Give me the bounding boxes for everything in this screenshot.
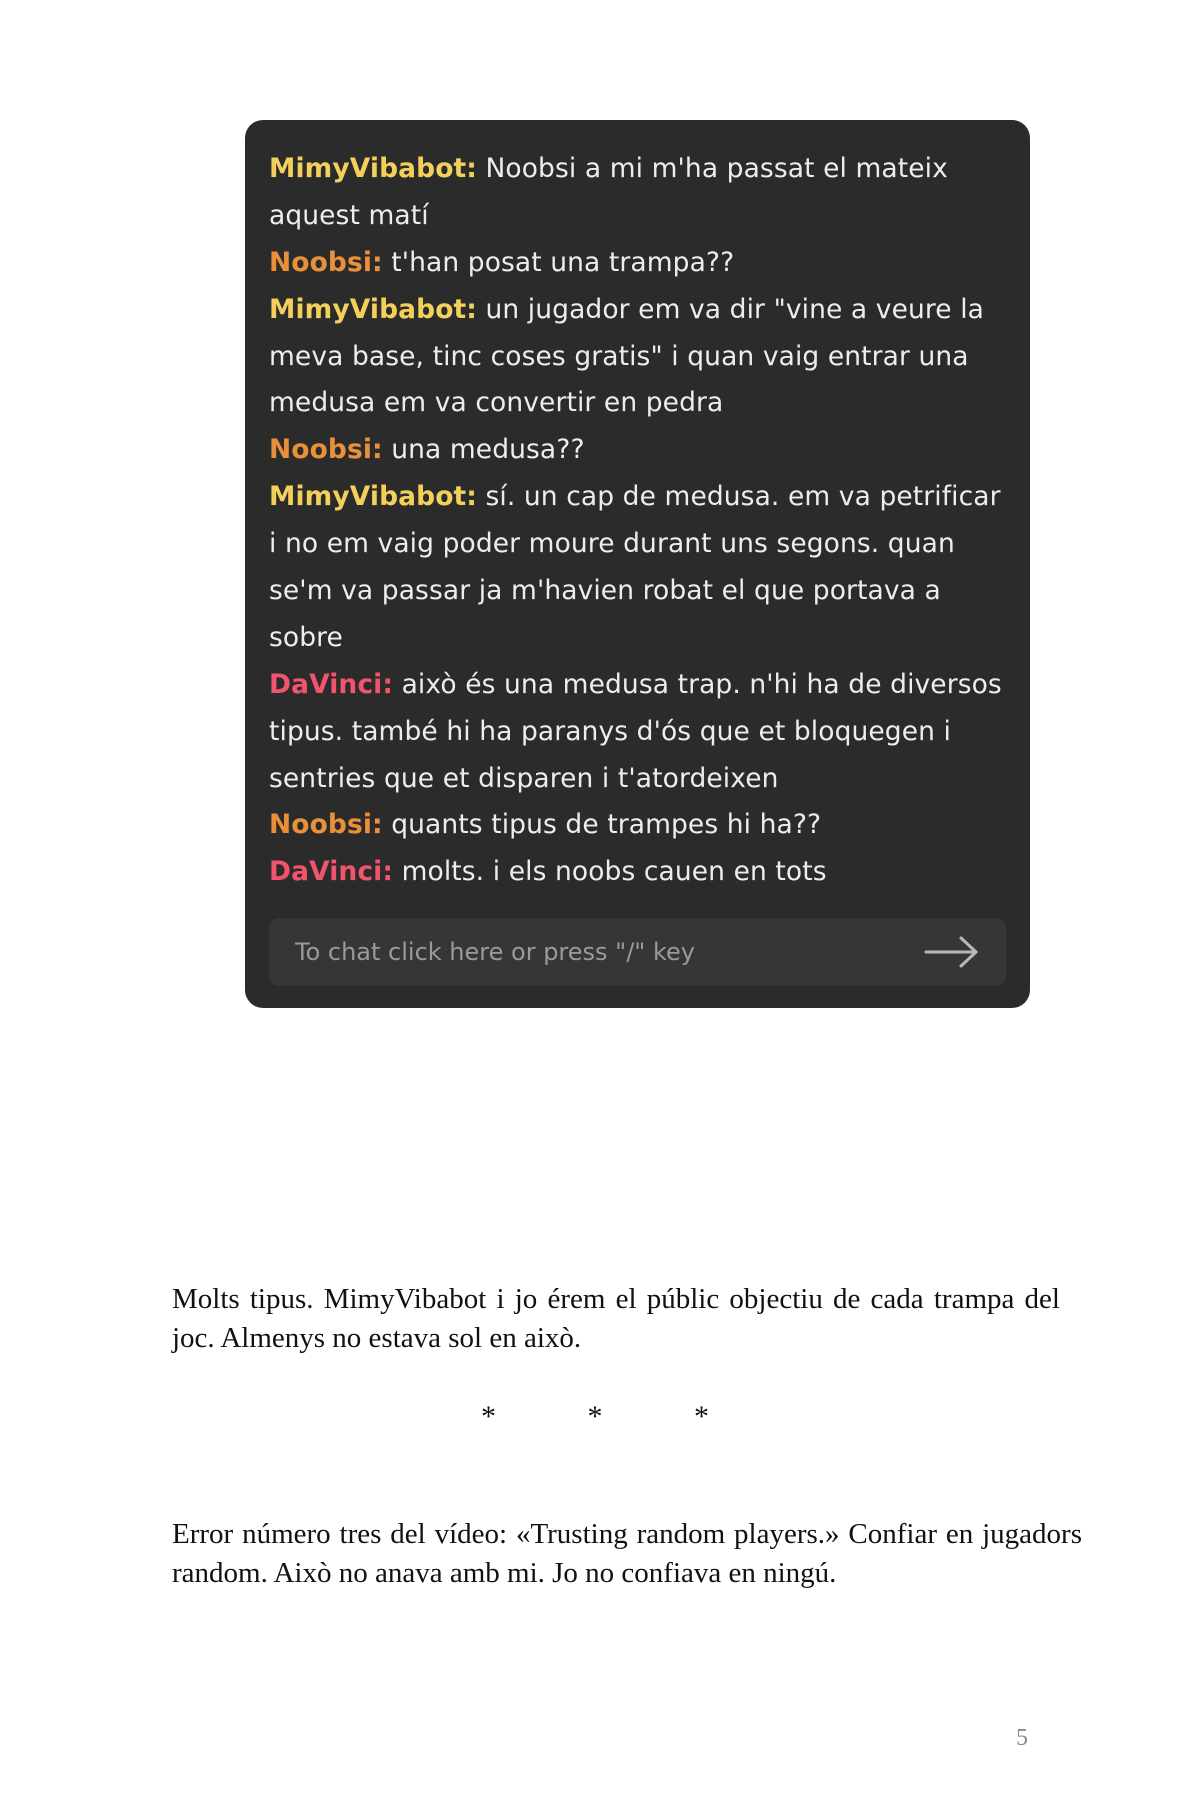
chat-speaker-name: MimyVibabot: xyxy=(269,153,477,184)
chat-speaker-name: Noobsi: xyxy=(269,809,383,841)
paragraph-1: Molts tipus. MimyVibabot i jo érem el públic objectiu de cada trampa del joc. Almenys no estava sol en això. xyxy=(172,1283,1060,1354)
chat-speaker-name: DaVinci: xyxy=(269,668,394,700)
chat-message-text: una medusa?? xyxy=(382,434,585,466)
page-number: 5 xyxy=(1016,1725,1028,1751)
paragraph-2: Error número tres del vídeo: «Trusting random players.» Confiar en jugadors random. Això no anava amb mi. Jo no confiava en ningú. xyxy=(172,1518,1082,1589)
chat-message xyxy=(269,849,1006,896)
chat-screenshot xyxy=(245,120,1030,1008)
chat-input[interactable] xyxy=(269,918,1006,986)
chat-message-text: t'han posat una trampa?? xyxy=(382,246,735,278)
chat-message-text: quants tipus de trampes hi ha?? xyxy=(382,809,822,841)
chat-speaker-name: MimyVibabot: xyxy=(269,481,477,513)
chat-message xyxy=(269,427,1006,474)
chat-message xyxy=(269,662,1006,803)
chat-message xyxy=(269,240,1006,287)
chat-message-text: molts. i els noobs cauen en tots xyxy=(393,856,827,888)
chat-message-text: Noobsi a mi m'ha passat el mateix aquest matí xyxy=(269,153,948,231)
chat-message-text: això és una medusa trap. n'hi ha de diversos tipus. també hi ha paranys d'ós que et bloquegen i sentries que et disparen i t'atordeixen xyxy=(269,668,1002,794)
chat-speaker-name: Noobsi: xyxy=(269,434,383,466)
chat-message xyxy=(269,474,1006,662)
chat-message xyxy=(269,146,1006,240)
arrow-right-icon[interactable] xyxy=(922,935,982,969)
scene-separator: * * * xyxy=(481,1400,751,1433)
chat-message xyxy=(269,287,1006,428)
chat-speaker-name: Noobsi: xyxy=(269,246,383,278)
chat-speaker-name: MimyVibabot: xyxy=(269,293,477,325)
chat-message-text: un jugador em va dir "vine a veure la meva base, tinc coses gratis" i quan vaig entrar una medusa em va convertir en pedra xyxy=(269,293,985,419)
chat-input-placeholder: To chat click here or press "/" key xyxy=(295,938,695,967)
chat-speaker-name: DaVinci: xyxy=(269,856,394,888)
chat-message xyxy=(269,802,1006,849)
chat-message-text: sí. un cap de medusa. em va petrificar i no em vaig poder moure durant uns segons. quan se'm va passar ja m'havien robat el que portava a sobre xyxy=(269,481,1001,653)
chat-message-list xyxy=(269,146,1006,896)
